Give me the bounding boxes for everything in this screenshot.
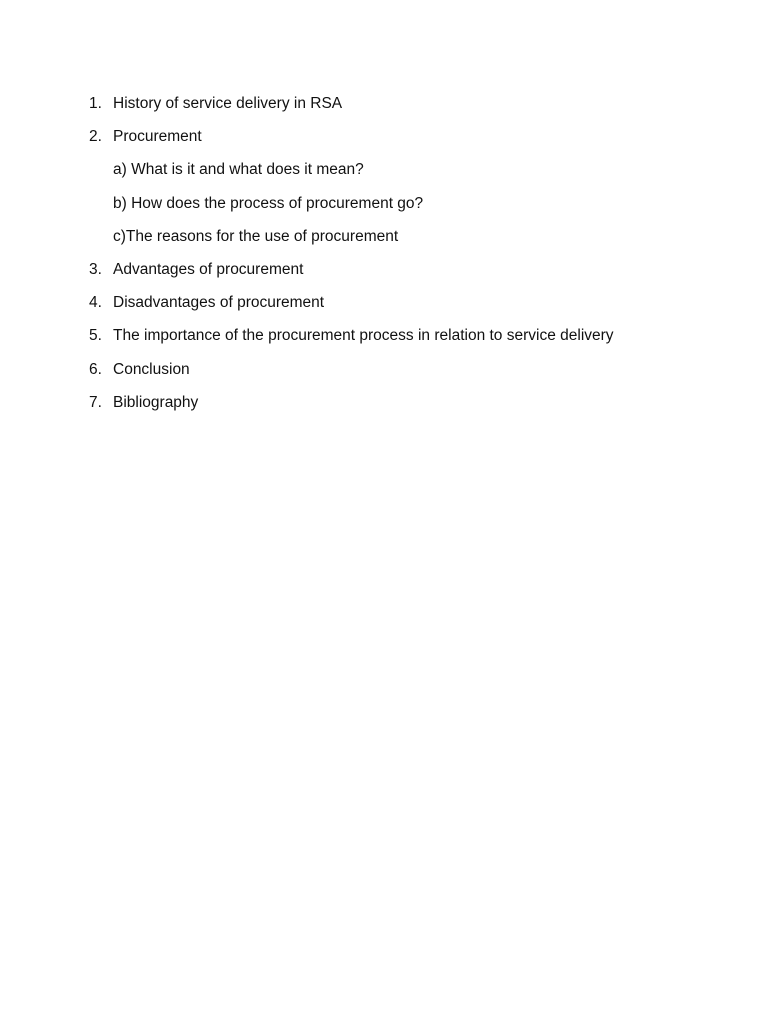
sub-list-item (89, 193, 729, 226)
list-item-text: Bibliography (113, 393, 199, 411)
list-item-number: 7. (89, 393, 102, 411)
list-item-number: 2. (89, 128, 102, 146)
list-item-number: 5. (89, 327, 102, 345)
list-item-number: 3. (89, 260, 102, 278)
sub-list-item-text: b) How does the process of procurement go? (113, 194, 424, 212)
list-item-text: History of service delivery in RSA (113, 95, 343, 112)
sub-list-item-text: a) What is it and what does it mean? (113, 161, 364, 179)
list-item (89, 126, 729, 159)
sub-list-item (89, 159, 729, 192)
list-item-number: 4. (89, 294, 102, 312)
list-item-text: Disadvantages of procurement (113, 294, 325, 312)
sub-list-item (89, 226, 729, 259)
list-item-text: Advantages of procurement (113, 260, 304, 278)
sub-list-item-text: c)The reasons for the use of procurement (113, 227, 399, 245)
list-item (89, 93, 729, 126)
list-item (89, 359, 729, 392)
list-item (89, 292, 729, 325)
outline-list (89, 93, 729, 425)
list-item-text: Procurement (113, 128, 202, 146)
list-item (89, 259, 729, 292)
list-item (89, 325, 729, 358)
list-item-number: 6. (89, 360, 102, 378)
list-item-number: 1. (89, 95, 102, 112)
list-item-text: Conclusion (113, 360, 190, 378)
list-item (89, 392, 729, 425)
list-item-text: The importance of the procurement process in relation to service delivery (113, 327, 614, 345)
